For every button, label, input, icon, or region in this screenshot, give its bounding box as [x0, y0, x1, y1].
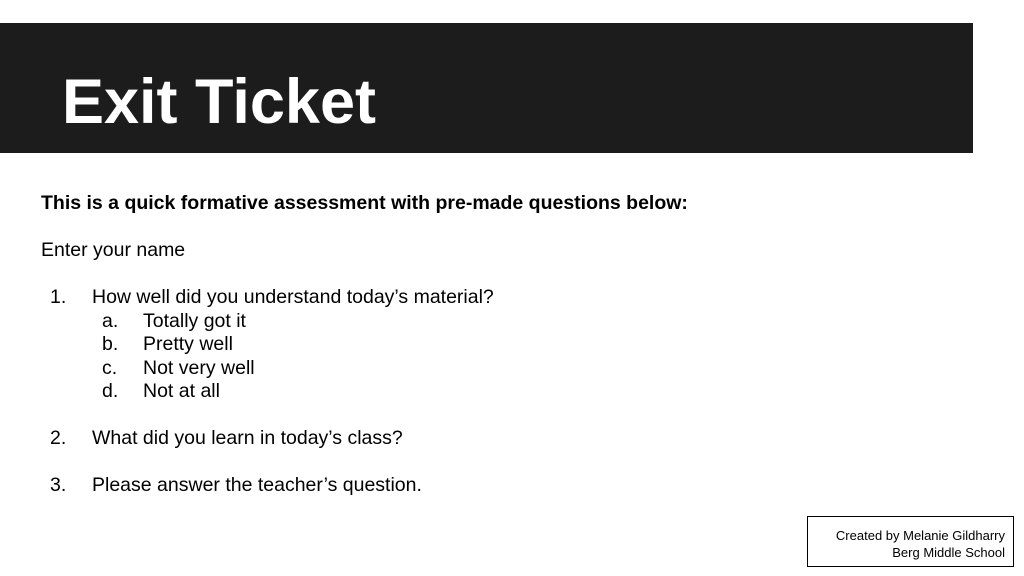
- slide-content: [41, 192, 801, 498]
- question-number: 3.: [50, 474, 67, 496]
- credit-box: [807, 516, 1014, 567]
- option-letter: d.: [102, 380, 119, 402]
- option-text: Totally got it: [143, 309, 246, 332]
- question-3: [41, 474, 801, 498]
- answer-option: [92, 333, 801, 357]
- answer-options: [92, 310, 801, 404]
- option-text: Pretty well: [143, 333, 233, 355]
- question-text: What did you learn in today’s class?: [92, 427, 403, 449]
- question-2: [41, 427, 801, 451]
- answer-option: [92, 380, 801, 404]
- question-1: [41, 286, 801, 404]
- question-list: [41, 286, 801, 498]
- question-number: 2.: [50, 427, 67, 449]
- question-text: Please answer the teacher’s question.: [92, 474, 422, 496]
- credit-author: Created by Melanie Gildharry: [835, 528, 1005, 543]
- question-text: How well did you understand today’s material?: [92, 286, 494, 308]
- question-number: 1.: [50, 286, 67, 308]
- option-letter: b.: [102, 333, 119, 355]
- answer-option: [92, 310, 801, 334]
- intro-text: This is a quick formative assessment with pre-made questions below:: [41, 192, 688, 214]
- answer-option: [92, 357, 801, 381]
- option-letter: a.: [102, 309, 119, 332]
- option-letter: c.: [102, 356, 118, 379]
- slide-title: Exit Ticket: [62, 67, 376, 137]
- credit-school: Berg Middle School: [892, 545, 1005, 560]
- option-text: Not very well: [143, 356, 255, 379]
- name-prompt: Enter your name: [41, 239, 186, 261]
- option-text: Not at all: [143, 380, 220, 402]
